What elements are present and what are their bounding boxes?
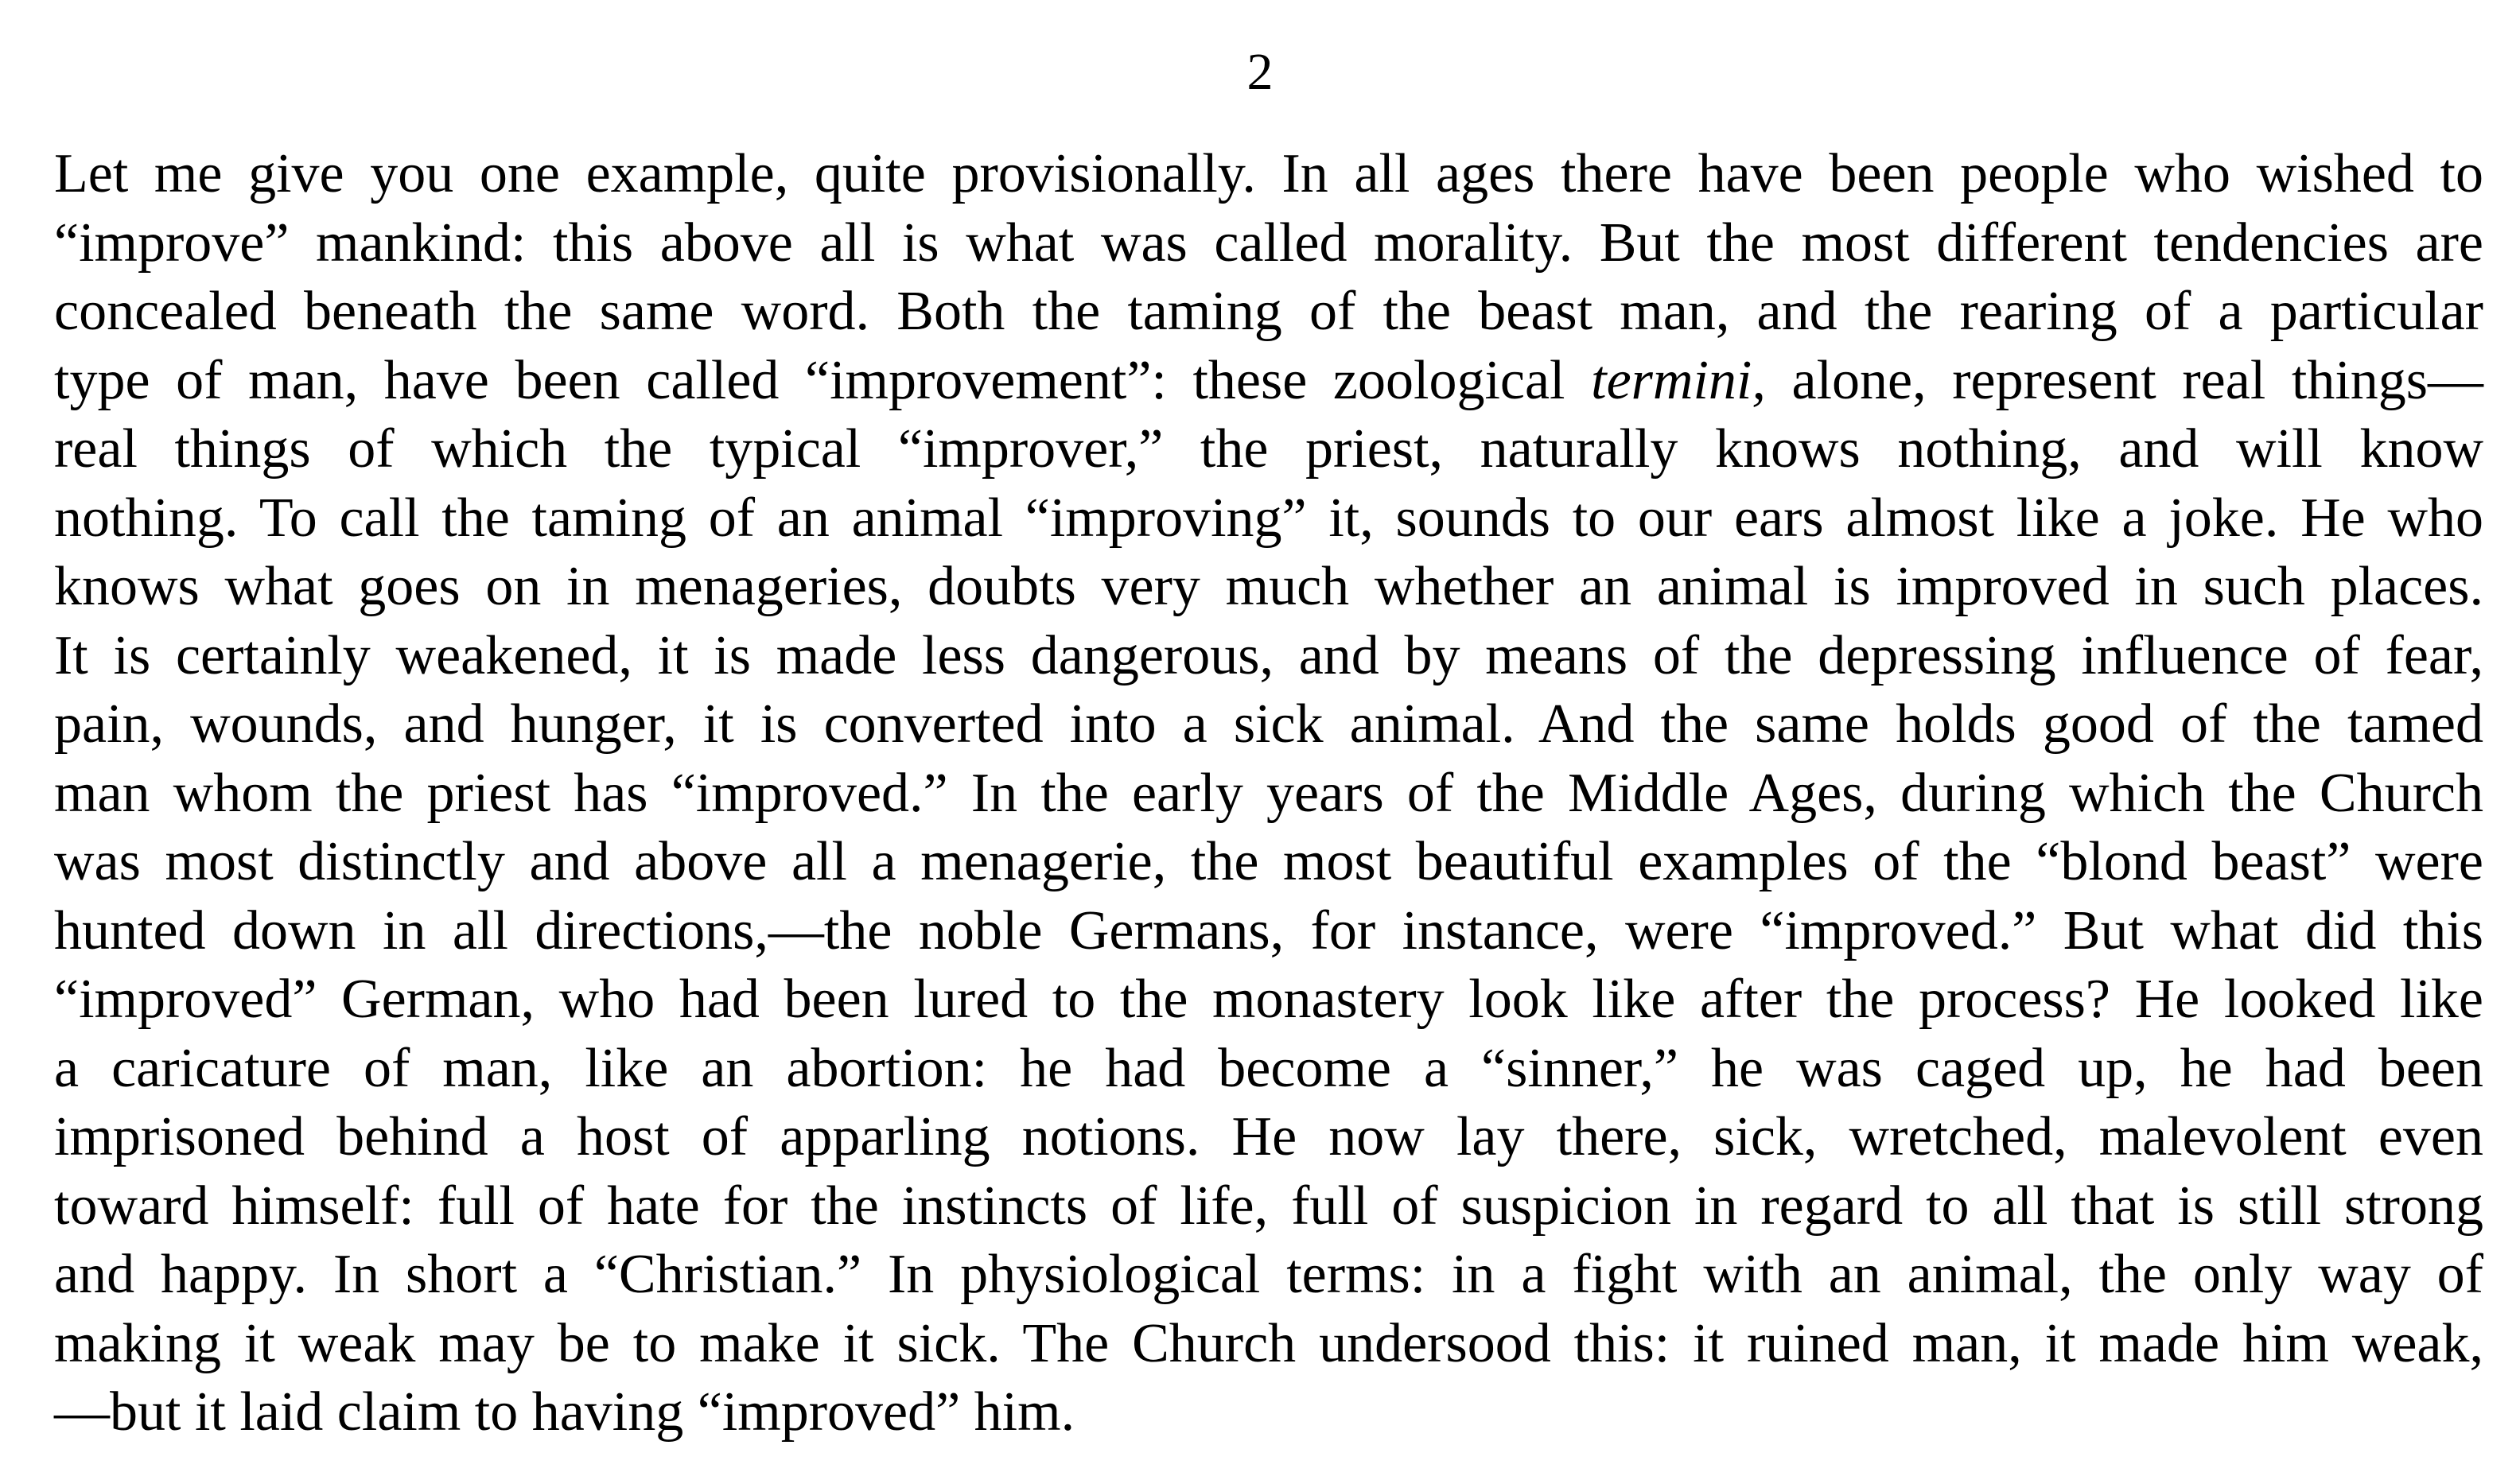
text-passage xyxy=(54,140,2483,1447)
text-line: man whom the priest has “improved.” In the early years of the Middle Ages, during which the Church xyxy=(54,762,2483,824)
text-line: Let me give you one example, quite provisionally. In all ages there have been people who wished to xyxy=(54,143,2483,204)
text-line: hunted down in all directions,—the noble Germans, for instance, were “improved.” But what did this xyxy=(54,899,2483,961)
text-line: imprisoned behind a host of apparling notions. He now lay there, sick, wretched, malevolent even xyxy=(54,1106,2483,1167)
text-line: pain, wounds, and hunger, it is converted into a sick animal. And the same holds good of the tamed xyxy=(54,693,2483,755)
text-line: concealed beneath the same word. Both the taming of the beast man, and the rearing of a particular xyxy=(54,281,2483,342)
text-segment: alone, represent real things— xyxy=(1791,349,2484,411)
text-line: making it weak may be to make it sick. The Church undersood this: it ruined man, it made him weak, xyxy=(54,1312,2483,1374)
page-number: 2 xyxy=(1246,43,1274,101)
text-line: real things of which the typical “improver,” the priest, naturally knows nothing, and will know xyxy=(54,418,2483,480)
text-segment: type of man, have been called “improvement”: these zoological xyxy=(54,349,1565,411)
text-line: toward himself: full of hate for the instincts of life, full of suspicion in regard to all that is still strong xyxy=(54,1175,2483,1237)
text-line: a caricature of man, like an abortion: he had become a “sinner,” he was caged up, he had been xyxy=(54,1037,2483,1099)
text-line: knows what goes on in menageries, doubts very much whether an animal is improved in such places. xyxy=(54,556,2483,617)
text-line: was most distinctly and above all a menagerie, the most beautiful examples of the “blond beast” were xyxy=(54,831,2483,892)
text-line: and happy. In short a “Christian.” In physiological terms: in a fight with an animal, the only way of xyxy=(54,1244,2483,1305)
text-line: —but it laid claim to having “improved” him. xyxy=(54,1381,1075,1443)
text-line: nothing. To call the taming of an animal “improving” it, sounds to our ears almost like a joke. He who xyxy=(54,487,2483,549)
text-line: “improved” German, who had been lured to the monastery look like after the process? He looked like xyxy=(54,969,2483,1030)
text-line: It is certainly weakened, it is made less dangerous, and by means of the depressing influence of fear, xyxy=(54,624,2483,686)
text-line xyxy=(54,347,2483,416)
text-line: “improve” mankind: this above all is what was called morality. But the most different tendencies are xyxy=(54,212,2483,274)
italic-term: termini, xyxy=(1591,349,1766,411)
